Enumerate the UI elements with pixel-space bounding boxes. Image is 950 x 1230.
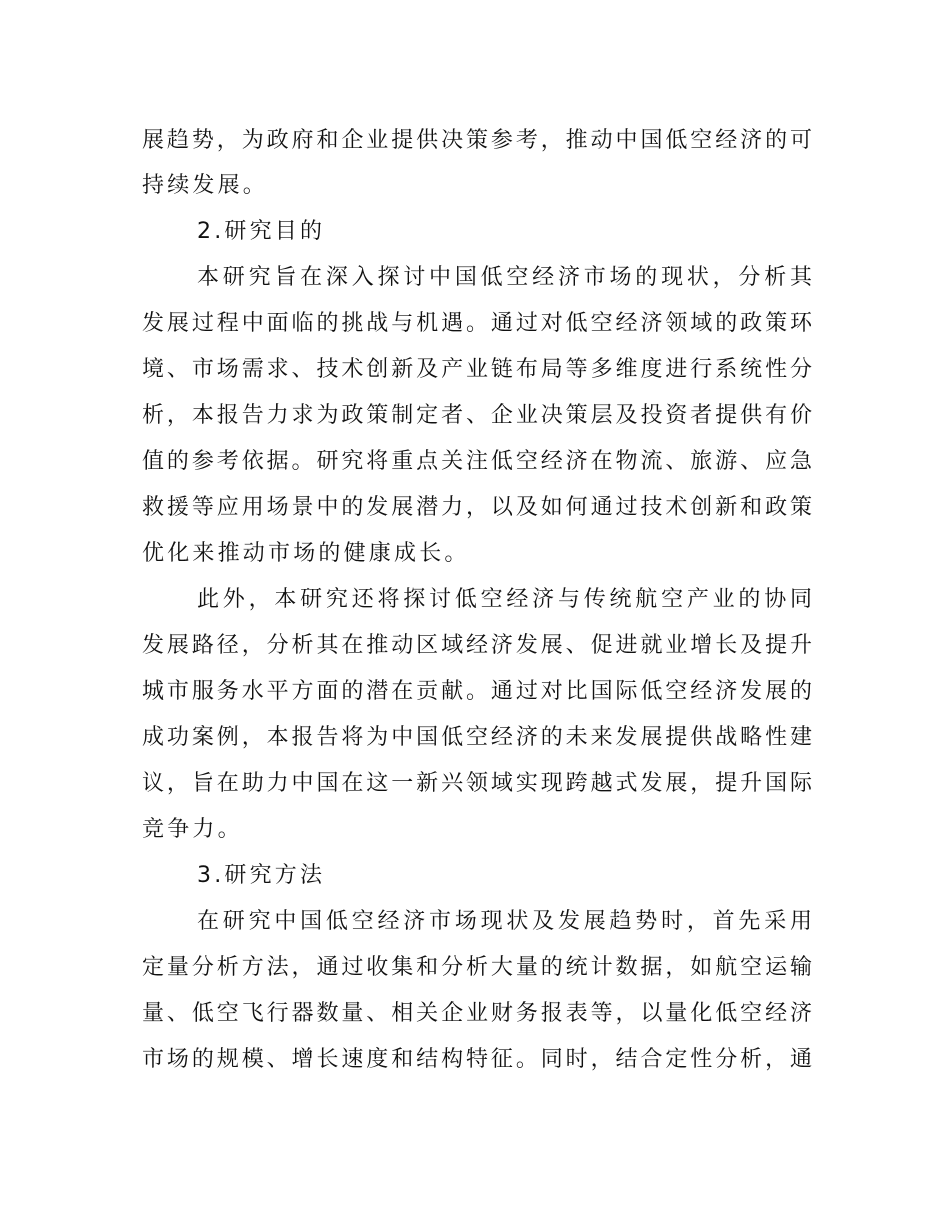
paragraph-line: 量、低空飞行器数量、相关企业财务报表等，以量化低空经济	[142, 1001, 812, 1026]
paragraph-line: 析，本报告力求为政策制定者、企业决策层及投资者提供有价	[142, 403, 812, 428]
paragraph-line: 城市服务水平方面的潜在贡献。通过对比国际低空经济发展的	[142, 679, 812, 704]
paragraph-line: 境、市场需求、技术创新及产业链布局等多维度进行系统性分	[142, 357, 812, 382]
paragraph-line: 发展过程中面临的挑战与机遇。通过对低空经济领域的政策环	[142, 311, 812, 336]
paragraph-line: 发展路径，分析其在推动区域经济发展、促进就业增长及提升	[142, 633, 812, 658]
section-heading-research-method: 3.研究方法	[197, 863, 326, 888]
paragraph-line: 此外，本研究还将探讨低空经济与传统航空产业的协同	[197, 587, 812, 612]
paragraph-line: 持续发展。	[142, 173, 269, 198]
paragraph-line: 竞争力。	[142, 817, 243, 842]
paragraph-line: 值的参考依据。研究将重点关注低空经济在物流、旅游、应急	[142, 449, 812, 474]
paragraph-line: 市场的规模、增长速度和结构特征。同时，结合定性分析，通	[142, 1047, 812, 1072]
paragraph-line: 优化来推动市场的健康成长。	[142, 541, 470, 566]
paragraph-line: 在研究中国低空经济市场现状及发展趋势时，首先采用	[197, 909, 812, 934]
paragraph-line: 议，旨在助力中国在这一新兴领域实现跨越式发展，提升国际	[142, 771, 812, 796]
paragraph-line: 本研究旨在深入探讨中国低空经济市场的现状，分析其	[197, 265, 812, 290]
paragraph-line: 展趋势，为政府和企业提供决策参考，推动中国低空经济的可	[142, 128, 812, 153]
paragraph-line: 成功案例，本报告将为中国低空经济的未来发展提供战略性建	[142, 725, 812, 750]
section-heading-research-purpose: 2.研究目的	[197, 219, 326, 244]
paragraph-line: 定量分析方法，通过收集和分析大量的统计数据，如航空运输	[142, 955, 812, 980]
paragraph-line: 救援等应用场景中的发展潜力，以及如何通过技术创新和政策	[142, 495, 812, 520]
